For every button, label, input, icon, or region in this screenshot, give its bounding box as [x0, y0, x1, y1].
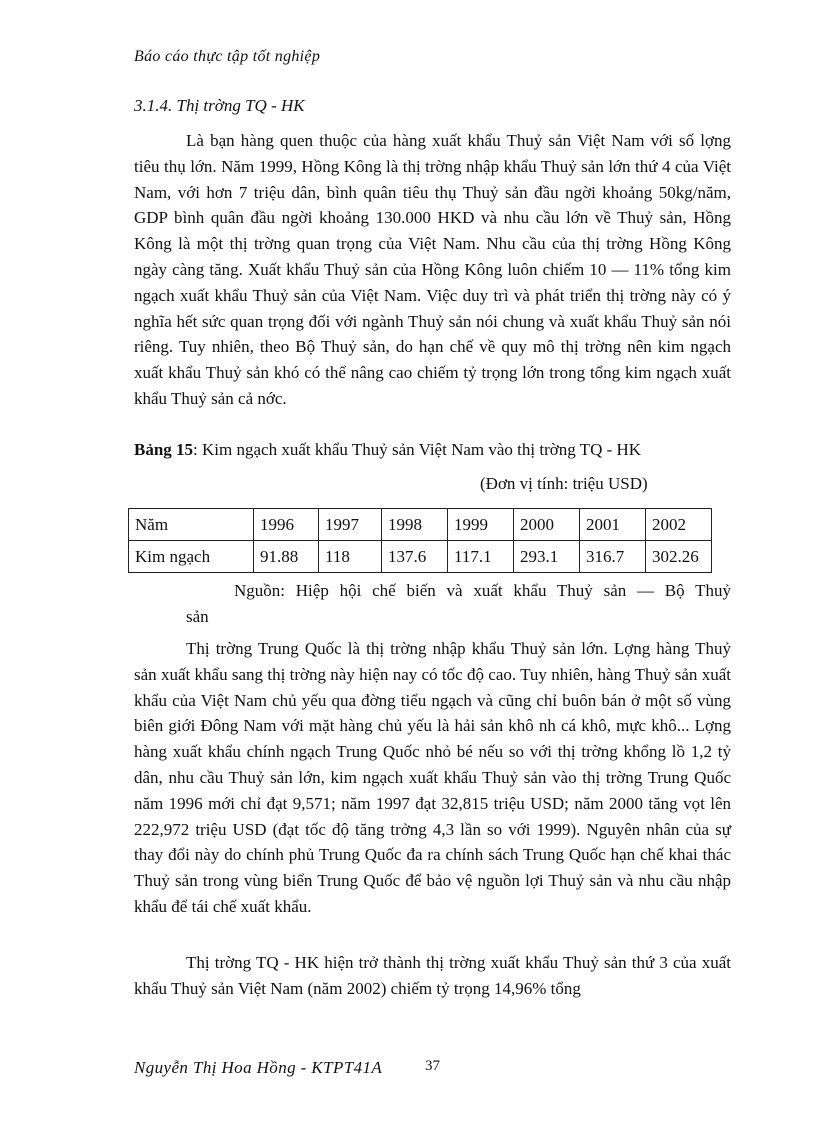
paragraph-text: Thị trờng Trung Quốc là thị trờng nhập khẩu Thuỷ sản lớn. Lợng hàng Thuỷ sản xuất khẩu sang thị trờng này hiện nay có tốc độ cao. Tuy nhiên, hàng Thuỷ sản xuất khẩu của Việt Nam chủ yếu qua đờng tiểu ngạch và cũng chỉ buôn bán ở một số vùng biên giới Đông Nam với mặt hàng chủ yếu là hải sản khô nh cá khô, mực khô... Lợng hàng xuất khẩu chính ngạch Trung Quốc nhỏ bé nếu so với thị trờng khổng lồ 1,2 tỷ dân, nhu cầu Thuỷ sản lớn, kim ngạch xuất khẩu Thuỷ sản vào thị trờng Trung Quốc năm 1996 mới chỉ đạt 9,571; năm 1997 đạt 32,815 triệu USD; năm 2000 tăng vọt lên 222,972 triệu USD (đạt tốc độ tăng trởng 4,3 lần so với 1999). Nguyên nhân của sự thay đổi này do chính phủ Trung Quốc đa ra chính sách Trung Quốc hạn chế khai thác Thuỷ sản trong vùng biển Trung Quốc để bảo vệ nguồn lợi Thuỷ sản và nhu cầu nhập khẩu để tái chế xuất khẩu.: [134, 639, 731, 916]
table-cell-year: 2001: [580, 509, 646, 541]
paragraph-text: Là bạn hàng quen thuộc của hàng xuất khẩu Thuỷ sản Việt Nam với số lợng tiêu thụ lớn. Năm 1999, Hồng Kông là thị trờng nhập khẩu Thuỷ sản lớn thứ 4 của Việt Nam, với hơn 7 triệu dân, bình quân tiêu thụ Thuỷ sản đầu ngời khoảng 50kg/năm, GDP bình quân đầu ngời khoảng 130.000 HKD và nhu cầu lớn về Thuỷ sản, Hồng Kông là một thị trờng quan trọng của Việt Nam. Nhu cầu của thị trờng Hồng Kông ngày càng tăng. Xuất khẩu Thuỷ sản của Hồng Kông luôn chiếm 10 — 11% tổng kim ngạch xuất khẩu Thuỷ sản của Việt Nam. Việc duy trì và phát triển thị trờng này có ý nghĩa hết sức quan trọng đối với ngành Thuỷ sản nói chung và xuất khẩu Thuỷ sản nói riêng. Tuy nhiên, theo Bộ Thuỷ sản, do hạn chế về quy mô thị trờng nên kim ngạch xuất khẩu Thuỷ sản khó có thể nâng cao chiếm tỷ trọng lớn trong tổng kim ngạch xuất khẩu Thuỷ sản cả nớc.: [134, 131, 731, 408]
page-header: Báo cáo thực tập tốt nghiệp: [134, 48, 321, 65]
table-header-label: Năm: [129, 509, 254, 541]
table-source: [134, 578, 731, 629]
page-number: 37: [425, 1058, 440, 1074]
table-cell-value: 293.1: [514, 541, 580, 573]
export-table: [128, 508, 712, 573]
paragraph-tq-hk: [134, 950, 731, 1002]
table-caption-label: Bảng 15: [134, 440, 194, 459]
footer-author: Nguyễn Thị Hoa Hồng - KTPT41A: [134, 1058, 383, 1077]
source-line-1: Nguồn: Hiệp hội chế biến và xuất khẩu Thuỷ sản — Bộ Thuỷ: [234, 581, 731, 600]
paragraph-text: Thị trờng TQ - HK hiện trở thành thị trờng xuất khẩu Thuỷ sản thứ 3 của xuất khẩu Thuỷ sản Việt Nam (năm 2002) chiếm tỷ trọng 14,96% tổng: [134, 953, 731, 998]
table-cell-year: 1999: [448, 509, 514, 541]
source-line-2: sản: [186, 606, 209, 626]
table-row-values: [129, 541, 712, 573]
table-cell-year: 1998: [382, 509, 448, 541]
table-unit: (Đơn vị tính: triệu USD): [480, 474, 648, 493]
paragraph-china: [134, 636, 731, 920]
table-caption: [134, 440, 641, 460]
section-title: 3.1.4. Thị trờng TQ - HK: [134, 96, 305, 115]
table-caption-text: : Kim ngạch xuất khẩu Thuỷ sản Việt Nam vào thị trờng TQ - HK: [193, 440, 642, 459]
table-cell-value: 137.6: [382, 541, 448, 573]
table-row-years: [129, 509, 712, 541]
table-cell-year: 2002: [646, 509, 712, 541]
table-cell-year: 1997: [319, 509, 382, 541]
table-cell-value: 316.7: [580, 541, 646, 573]
paragraph-hong-kong: [134, 128, 731, 412]
table-cell-year: 1996: [254, 509, 319, 541]
table-cell-value: 117.1: [448, 541, 514, 573]
table-cell-value: 91.88: [254, 541, 319, 573]
table-cell-year: 2000: [514, 509, 580, 541]
table-row-label: Kim ngạch: [129, 541, 254, 573]
table-cell-value: 302.26: [646, 541, 712, 573]
table-cell-value: 118: [319, 541, 382, 573]
